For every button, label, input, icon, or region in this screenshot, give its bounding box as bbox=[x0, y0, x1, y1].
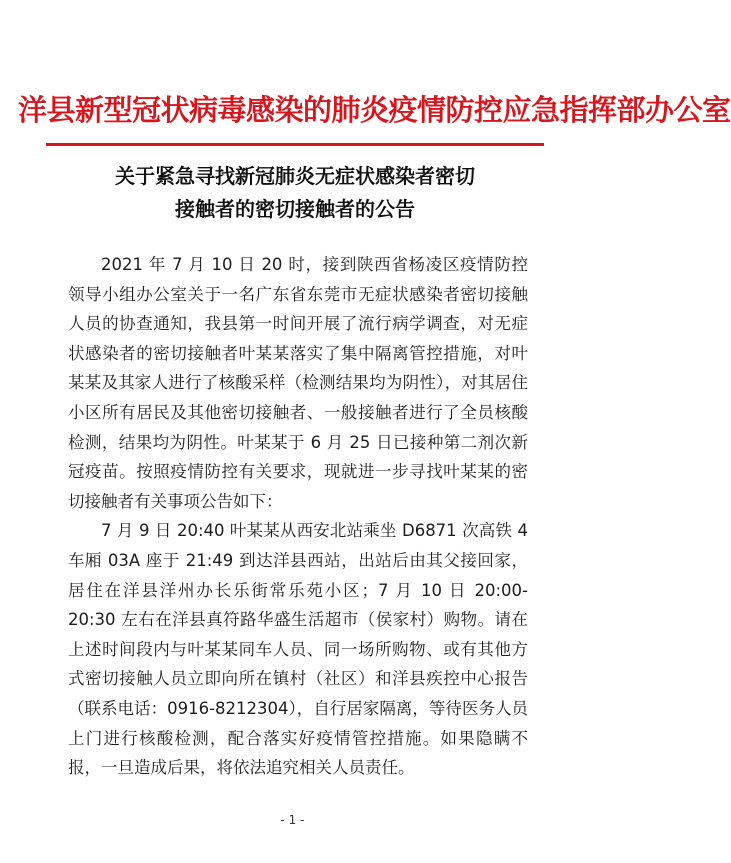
document-title-line-2: 接触者的密切接触者的公告 bbox=[175, 197, 415, 221]
document-body bbox=[68, 250, 528, 783]
document-title bbox=[60, 160, 530, 226]
body-paragraph-1: 2021 年 7 月 10 日 20 时，接到陕西省杨凌区疫情防控领导小组办公室关于一名广东省东莞市无症状感染者密切接触人员的协查通知，我县第一时间开展了流行病学调查，对无症状感染者的密切接触者叶某某落实了集中隔离管控措施，对叶某某及其家人进行了核酸采样（检测结果均为阴性），对其居住小区所有居民及其他密切接触者、一般接触者进行了全员核酸检测，结果均为阴性。叶某某于 6 月 25 日已接种第二剂次新冠疫苗。按照疫情防控有关要求，现就进一步寻找叶某某的密切接触者有关事项公告如下： bbox=[68, 255, 528, 511]
red-divider-line bbox=[46, 143, 544, 146]
page-number: - 1 - bbox=[280, 813, 305, 827]
document-title-line-1: 关于紧急寻找新冠肺炎无症状感染者密切 bbox=[115, 164, 475, 188]
issuing-office-header: 洋县新型冠状病毒感染的肺炎疫情防控应急指挥部办公室 bbox=[18, 93, 731, 127]
body-paragraph-2: 7 月 9 日 20:40 叶某某从西安北站乘坐 D6871 次高铁 4 车厢 03A 座于 21:49 到达洋县西站，出站后由其父接回家，居住在洋县洋州办长乐街常乐苑小区；7 月 10 日 20:00-20:30 左右在洋县真符路华盛生活超市（侯家村）购物。请在上述时间段内与叶某某同车人员、同一场所购物、或有其他方式密切接触人员立即向所在镇村（社区）和洋县疾控中心报告（联系电话：0916-8212304），自行居家隔离，等待医务人员上门进行核酸检测，配合落实好疫情管控措施。如果隐瞒不报，一旦造成后果，将依法追究相关人员责任。 bbox=[68, 521, 528, 778]
